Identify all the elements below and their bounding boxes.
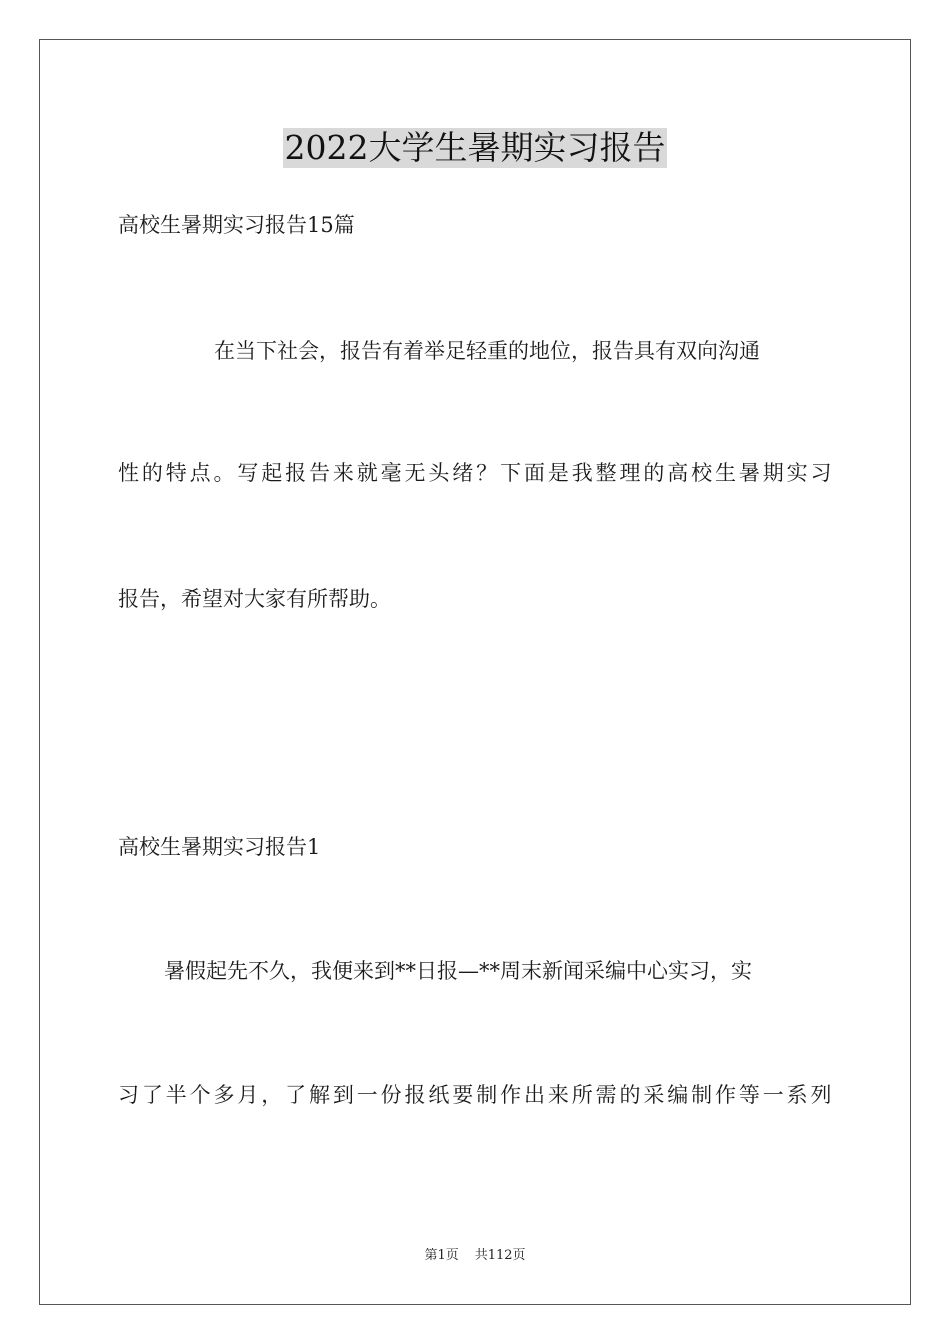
intro-line-3: 报告，希望对大家有所帮助。 bbox=[118, 587, 391, 611]
body-line-1: 暑假起先不久，我便来到**日报—**周末新闻采编中心实习，实 bbox=[164, 959, 752, 983]
title-container bbox=[0, 128, 950, 168]
intro-line-2: 性的特点。写起报告来就毫无头绪？下面是我整理的高校生暑期实习 bbox=[118, 461, 832, 485]
page-number: 第1页 bbox=[424, 1248, 459, 1263]
document-subtitle: 高校生暑期实习报告15篇 bbox=[118, 213, 355, 237]
body-line-2: 习了半个多月，了解到一份报纸要制作出来所需的采编制作等一系列 bbox=[118, 1083, 832, 1107]
document-title: 2022大学生暑期实习报告 bbox=[284, 128, 666, 167]
page-footer bbox=[0, 1247, 950, 1265]
total-pages: 共112页 bbox=[474, 1248, 526, 1263]
section-heading: 高校生暑期实习报告1 bbox=[118, 835, 321, 859]
intro-line-1: 在当下社会，报告有着举足轻重的地位，报告具有双向沟通 bbox=[214, 339, 760, 363]
